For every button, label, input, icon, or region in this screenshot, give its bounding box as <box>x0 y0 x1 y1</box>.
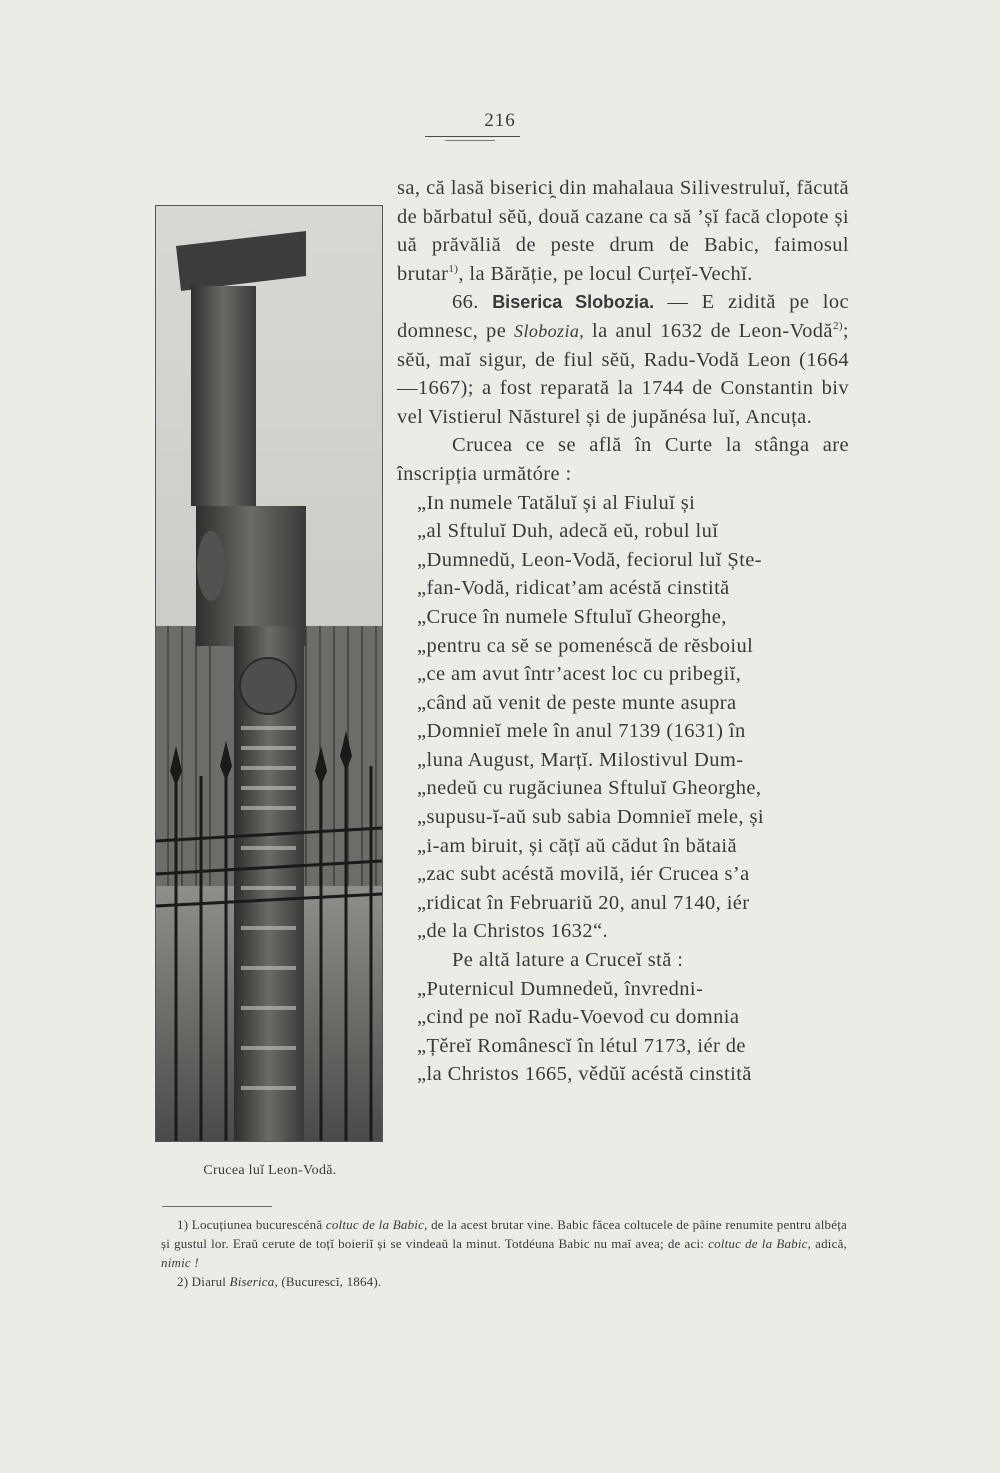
footnote-1: 1) Locuțiunea bucurescénă coltuc de la Babic, de la acest brutar vine. Babic făcea coltucele de pâine renumite pentru albéța și gustul lor. Eraŭ cerute de toțĭ boieriĭ și se vindeaŭ la minut. Totdéuna Babic nu maĭ avea; de aci: coltuc de la Babic, adică, nimic ! <box>161 1217 847 1270</box>
inscription-line: „Țěreĭ Românescĭ în létul 7173, iér de <box>417 1034 746 1057</box>
inscription-line: „fan-Vodă, ridicat’am acéstă cinstită <box>417 577 730 600</box>
inscription-line: „de la Christos 1632“. <box>417 920 608 943</box>
inscription-line: „zac subt acéstă movilă, iér Crucea s’a <box>417 863 750 886</box>
body-text <box>397 174 849 1089</box>
inscription-line: „când aŭ venit de peste munte asupra <box>417 691 737 714</box>
section-heading: Biserica Slobozia. <box>492 292 655 313</box>
inscription-line: „supusu-ĭ-aŭ sub sabia Domnieĭ mele, și <box>417 806 764 829</box>
footnote-2: 2) Diarul Biserica, (Bucurescĭ, 1864). <box>177 1274 382 1289</box>
inscription-2 <box>397 975 849 1089</box>
cross-photograph <box>155 205 383 1142</box>
inscription-line: „al Sftuluĭ Duh, adecă eŭ, robul luĭ <box>417 520 719 543</box>
inscription-line: „Domnieĭ mele în anul 7139 (1631) în <box>417 720 746 743</box>
inscription-line: „Dumnedŭ, Leon-Vodă, feciorul luĭ Ște- <box>417 548 763 571</box>
inscription-line: „i-am biruit, și cățĭ aŭ cădut în bătaiă <box>417 834 737 857</box>
inscription-line: „cind pe noĭ Radu-Voevod cu domnia <box>417 1006 740 1029</box>
paragraph-1: sa, că lasă biserici̯ din mahalaua Silivestruluĭ, făcută de bărbatul sĕŭ, două cazane ca să ’șĭ facă clopote și uă prăvăliă de peste drum de Babic, faimosul brutar$^{1)}$, la Bărăție, pe locul Curțeĭ-Vechĭ. <box>397 177 849 285</box>
footnote-rule <box>162 1206 272 1207</box>
footnote-ref-1: 1) <box>448 262 459 275</box>
page-number-rule <box>425 136 520 137</box>
inscription-1 <box>397 489 849 947</box>
inscription-line: „nedeŭ cu rugăciunea Sftuluĭ Gheorghe, <box>417 777 762 800</box>
inscription-line: „luna August, Marțĭ. Milostivul Dum- <box>417 748 744 771</box>
paragraph-4: Pe altă lature a Cruceĭ stă : <box>452 949 684 972</box>
figure-caption: Crucea luĭ Leon-Vodă. <box>203 1163 337 1178</box>
inscription-line: „In numele Tatăluĭ și al Fiuluĭ și <box>417 491 696 514</box>
inscription-line: „ce am avut într’acest loc cu pribegiĭ, <box>417 663 742 686</box>
paragraph-3: Crucea ce se află în Curte la stânga are înscripția următóre : <box>397 434 849 485</box>
footnotes <box>161 1215 847 1291</box>
inscription-line: „Cruce în numele Sftuluĭ Gheorghe, <box>417 605 727 628</box>
inscription-line: „ridicat în Februariŭ 20, anul 7140, iér <box>417 891 750 914</box>
footnote-ref-2: 2) <box>832 320 843 333</box>
page-number-rule-short <box>445 140 495 141</box>
paragraph-2: 66. Biserica Slobozia. — E zidită pe loc domnesc, pe Slobozia, la anul 1632 de Leon-Vodă$^{2)}$; sĕŭ, maĭ sigur, de fiul sĕŭ, Radu-Vodă Leon (1664—1667); a fost reparată la 1744 de Constantin biv vel Vistierul Năsturel și de jupănésa luĭ, Ancuța. <box>397 291 850 428</box>
inscription-line: „pentru ca sĕ se pomenéscă de rĕsboiul <box>417 634 754 657</box>
inscription-line: „la Christos 1665, vědŭĭ acéstă cinstită <box>417 1063 752 1086</box>
inscription-line: „Puternicul Dumnedeŭ, învredni- <box>417 977 704 1000</box>
page-number: 216 <box>484 110 516 131</box>
